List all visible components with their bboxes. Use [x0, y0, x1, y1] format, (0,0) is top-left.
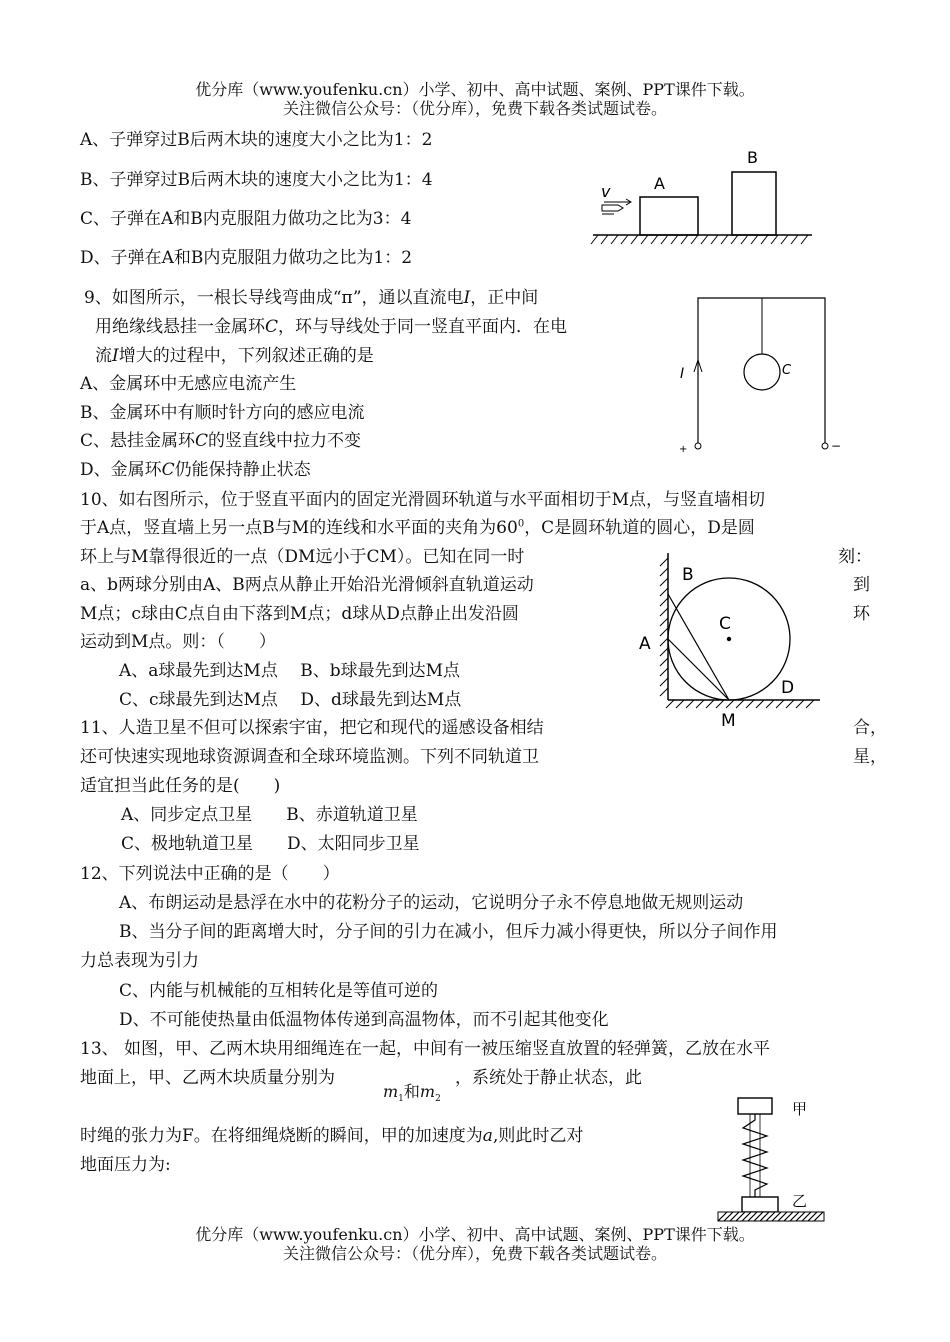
q13-masses: $m_1$和$m_2$	[383, 1082, 441, 1105]
q12-option-b-line-2: 力总表现为引力	[80, 951, 199, 971]
velocity-label: v	[601, 182, 611, 201]
q8-option-b: B、子弹穿过B后两木块的速度大小之比为1：4	[80, 170, 433, 190]
point-d-label: D	[781, 678, 795, 698]
q9-option-b: B、金属环中有顺时针方向的感应电流	[80, 403, 365, 423]
q12-option-c: C、内能与机械能的互相转化是等值可逆的	[119, 981, 439, 1001]
point-a-label: A	[639, 634, 651, 654]
bullet-icon	[602, 199, 631, 214]
q10-options-ab: A、a球最先到达M点 B、b球最先到达M点	[119, 661, 461, 681]
q8-option-d: D、子弹在A和B内克服阻力做功之比为1：2	[80, 248, 413, 268]
q9-option-a: A、金属环中无感应电流产生	[80, 374, 297, 394]
q11-line-1: 11、人造卫星不但可以探索宇宙，把它和现代的遥感设备相结	[80, 718, 544, 738]
footer-line-1: 优分库（www.youfenku.cn）小学、初中、高中试题、案例、PPT课件下载。	[195, 1225, 755, 1244]
block-yi	[742, 1197, 778, 1212]
current-label: I	[680, 366, 685, 382]
q13-spring-figure	[700, 1092, 830, 1232]
ring-label: C	[782, 363, 792, 378]
block-a-label: A	[654, 174, 665, 193]
q10-line-1: 10、如右图所示，位于竖直平面内的固定光滑圆环轨道与水平面相切于M点，与竖直墙相切	[80, 490, 766, 510]
q8-option-a: A、子弹穿过B后两木块的速度大小之比为1：2	[80, 130, 433, 150]
q10-line-5-right: 环	[853, 604, 870, 624]
q10-line-5: M点；c球由C点自由下落到M点；d球从D点静止出发沿圆	[80, 604, 519, 624]
q11-line-2: 还可快速实现地球资源调查和全球环境监测。下列不同轨道卫	[80, 747, 539, 767]
q10-line-3-right: 刻：	[838, 547, 872, 567]
point-c-label: C	[719, 614, 731, 634]
footer-line-2: 关注微信公众号：（优分库），免费下载各类试题试卷。	[282, 1244, 667, 1263]
plus-terminal	[695, 443, 701, 449]
q12-option-d: D、不可能使热量由低温物体传递到高温物体，而不引起其他变化	[119, 1010, 609, 1030]
q10-line-2: 于A点，竖直墙上另一点B与M的连线和水平面的夹角为$60^0$，C是圆环轨道的圆心，D是圆	[80, 518, 755, 538]
block-b	[732, 172, 776, 235]
q13-line-2: 地面上，甲、乙两木块质量分别为	[80, 1068, 335, 1088]
yi-label: 乙	[792, 1192, 808, 1210]
plus-label: +	[679, 444, 688, 455]
spring	[743, 1114, 767, 1197]
q8-option-c: C、子弹在A和B内克服阻力做功之比为3：4	[80, 209, 412, 229]
q12-stem: 12、下列说法中正确的是（ ）	[80, 864, 340, 884]
q9-option-c: C、悬挂金属环C的竖直线中拉力不变	[80, 431, 362, 451]
block-b-label: B	[747, 148, 758, 167]
point-m-label: M	[721, 711, 736, 731]
q9-stem-line-2: 用绝缘线悬挂一金属环C，环与导线处于同一竖直平面内．在电	[95, 317, 568, 337]
jia-label: 甲	[792, 1100, 808, 1118]
q9-stem-line-3: 流I增大的过程中，下列叙述正确的是	[95, 346, 374, 366]
minus-label: −	[831, 439, 842, 453]
q10-line-3: 环上与M靠得很近的一点（DM远小于CM）。已知在同一时	[80, 547, 525, 567]
metal-ring	[744, 354, 780, 390]
q12-option-a: A、布朗运动是悬浮在水中的花粉分子的运动，它说明分子永不停息地做无规则运动	[119, 893, 744, 913]
q13-line-3: 时绳的张力为F。在将细绳烧断的瞬间，甲的加速度为a,则此时乙对	[80, 1126, 584, 1146]
q13-line-1: 13、 如图，甲、乙两木块用细绳连在一起，中间有一被压缩竖直放置的轻弹簧，乙放在水平	[80, 1039, 771, 1059]
block-jia	[738, 1098, 772, 1114]
q10-line-4: a、b两球分别由A、B两点从静止开始沿光滑倾斜直轨道运动	[80, 575, 534, 595]
q9-wire-figure	[670, 292, 850, 462]
point-b-label: B	[682, 565, 694, 585]
q10-options-cd: C、c球最先到达M点 D、d球最先到达M点	[119, 690, 462, 710]
q11-line-1-right: 合，	[853, 718, 887, 738]
q10-line-6: 运动到M点。则：（ ）	[80, 632, 276, 652]
q8-blocks-figure	[590, 145, 820, 245]
header-line-2: 关注微信公众号：（优分库），免费下载各类试题试卷。	[282, 99, 667, 118]
q13-line-4: 地面压力为:	[80, 1155, 171, 1175]
q11-options-cd: C、极地轨道卫星 D、太阳同步卫星	[121, 834, 420, 854]
minus-terminal	[822, 443, 828, 449]
q13-line-2-end: ，系统处于静止状态，此	[455, 1068, 642, 1088]
q11-line-2-right: 星，	[853, 747, 887, 767]
q9-stem-line-1: 9、如图所示，一根长导线弯曲成“п”，通以直流电I，正中间	[84, 288, 539, 308]
q10-line-4-right: 到	[853, 575, 870, 595]
block-a	[640, 197, 698, 235]
center-point	[727, 637, 731, 641]
q10-circle-track-figure	[630, 548, 830, 733]
q9-option-d: D、金属环C仍能保持静止状态	[80, 460, 311, 480]
q12-option-b-line-1: B、当分子间的距离增大时，分子间的引力在减小，但斥力减小得更快，所以分子间作用	[119, 922, 778, 942]
q11-options-ab: A、同步定点卫星 B、赤道轨道卫星	[121, 805, 418, 825]
header-line-1: 优分库（www.youfenku.cn）小学、初中、高中试题、案例、PPT课件下载。	[195, 80, 755, 99]
q11-line-3: 适宜担当此任务的是( )	[80, 776, 281, 796]
